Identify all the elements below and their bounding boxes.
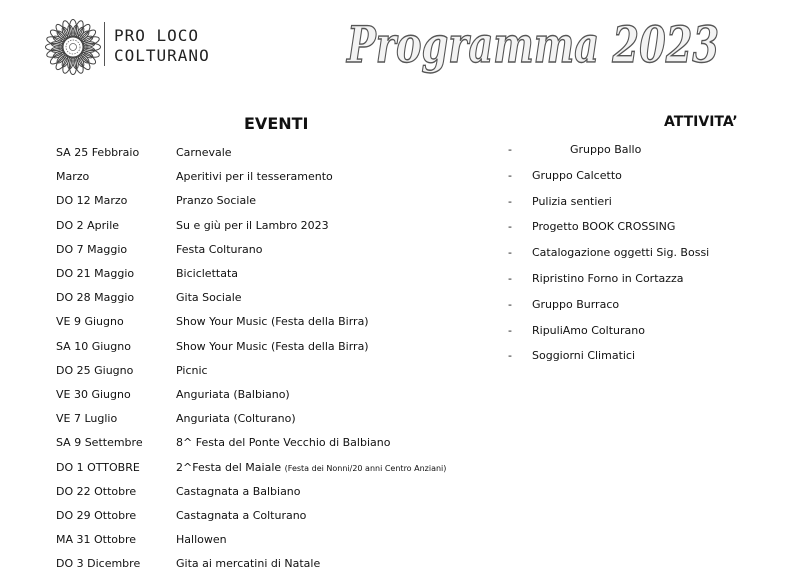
event-name: [176, 337, 369, 357]
event-name: [176, 530, 227, 550]
page-title-text: Programma 2023: [345, 15, 719, 74]
attivita-heading: ATTIVITA’: [664, 114, 738, 130]
event-name-text: Anguriata (Balbiano): [176, 388, 290, 401]
event-date: MA 31 Ottobre: [56, 533, 137, 547]
bullet-dash: -: [508, 349, 512, 363]
sunflower-logo: [44, 18, 102, 76]
activity-label: Progetto BOOK CROSSING: [532, 220, 676, 234]
event-date: VE 30 Giugno: [56, 388, 131, 401]
org-name-line-1: PRO LOCO: [114, 26, 200, 45]
bullet-dash: -: [508, 168, 512, 182]
event-date: DO 2 Aprile: [56, 218, 120, 232]
event-name: [176, 288, 242, 308]
event-name-text: Gita ai mercatini di Natale: [176, 557, 321, 571]
bullet-dash: -: [508, 143, 512, 156]
event-name-text: Show Your Music (Festa della Birra): [176, 339, 369, 353]
bullet-dash: -: [508, 246, 512, 260]
eventi-heading: EVENTI: [244, 114, 309, 133]
event-date: VE 9 Giugno: [56, 315, 124, 329]
header-divider: [104, 22, 105, 66]
event-name: [176, 191, 256, 211]
event-name-text: Show Your Music (Festa della Birra): [176, 315, 369, 329]
activity-label: Pulizia sentieri: [532, 194, 612, 208]
event-name-text: Castagnata a Balbiano: [176, 484, 301, 498]
event-name-text: Castagnata a Colturano: [176, 509, 307, 522]
event-name-text: Su e giù per il Lambro 2023: [176, 218, 329, 232]
event-date: Marzo: [56, 170, 90, 184]
event-name-text: Gita Sociale: [176, 291, 242, 305]
event-date: DO 25 Giugno: [56, 363, 134, 377]
activity-label: Gruppo Calcetto: [532, 168, 622, 182]
org-name-line-2: COLTURANO: [114, 46, 210, 65]
activity-label: Catalogazione oggetti Sig. Bossi: [532, 246, 710, 260]
bullet-dash: -: [508, 323, 512, 337]
event-name-text: Carnevale: [176, 146, 232, 159]
event-name: [176, 143, 232, 163]
event-date: DO 7 Maggio: [56, 242, 128, 256]
activity-label: Gruppo Ballo: [570, 143, 642, 156]
event-date: VE 7 Luglio: [56, 412, 118, 426]
event-name-text: Hallowen: [176, 533, 227, 547]
event-name-text: Picnic: [176, 363, 208, 377]
event-date: DO 29 Ottobre: [56, 509, 137, 522]
event-name: [176, 482, 301, 502]
event-date: DO 22 Ottobre: [56, 484, 137, 498]
event-name: [176, 506, 306, 526]
event-name-text: 2^Festa del Maiale: [176, 460, 282, 474]
event-name-text: Anguriata (Colturano): [176, 412, 296, 426]
event-name: [176, 312, 369, 332]
event-name: [176, 458, 446, 479]
page-title: [343, 12, 723, 76]
event-name: [176, 433, 390, 453]
event-name-text: 8^ Festa del Ponte Vecchio di Balbiano: [176, 436, 391, 450]
activity-label: Ripristino Forno in Cortazza: [532, 272, 684, 285]
event-note: (Festa dei Nonni/20 anni Centro Anziani): [284, 463, 447, 473]
bullet-dash: -: [508, 297, 512, 311]
bullet-dash: -: [508, 194, 512, 208]
event-date: SA 9 Settembre: [56, 436, 143, 450]
activity-label: Soggiorni Climatici: [532, 349, 636, 363]
event-date: DO 12 Marzo: [56, 194, 128, 208]
event-name: [176, 167, 333, 187]
event-name: [176, 216, 329, 236]
event-date: DO 1 OTTOBRE: [56, 460, 140, 474]
event-name-text: Festa Colturano: [176, 242, 263, 256]
event-name-text: Pranzo Sociale: [176, 194, 257, 208]
event-name: [176, 385, 290, 405]
event-date: DO 3 Dicembre: [56, 557, 141, 571]
event-date: DO 28 Maggio: [56, 291, 135, 305]
event-name: [176, 409, 296, 429]
event-name: [176, 554, 320, 574]
activity-label: RipuliAmo Colturano: [532, 323, 645, 337]
event-name: [176, 240, 263, 260]
event-name: [176, 264, 238, 284]
event-date: SA 25 Febbraio: [56, 146, 140, 159]
event-date: SA 10 Giugno: [56, 339, 131, 353]
organization-name: [114, 26, 210, 66]
event-date: DO 21 Maggio: [56, 267, 135, 280]
bullet-dash: -: [508, 220, 512, 234]
event-name: [176, 361, 208, 381]
event-name-text: Aperitivi per il tesseramento: [176, 170, 333, 184]
bullet-dash: -: [508, 272, 512, 285]
event-name-text: Biciclettata: [176, 267, 238, 280]
activity-label: Gruppo Burraco: [532, 297, 620, 311]
